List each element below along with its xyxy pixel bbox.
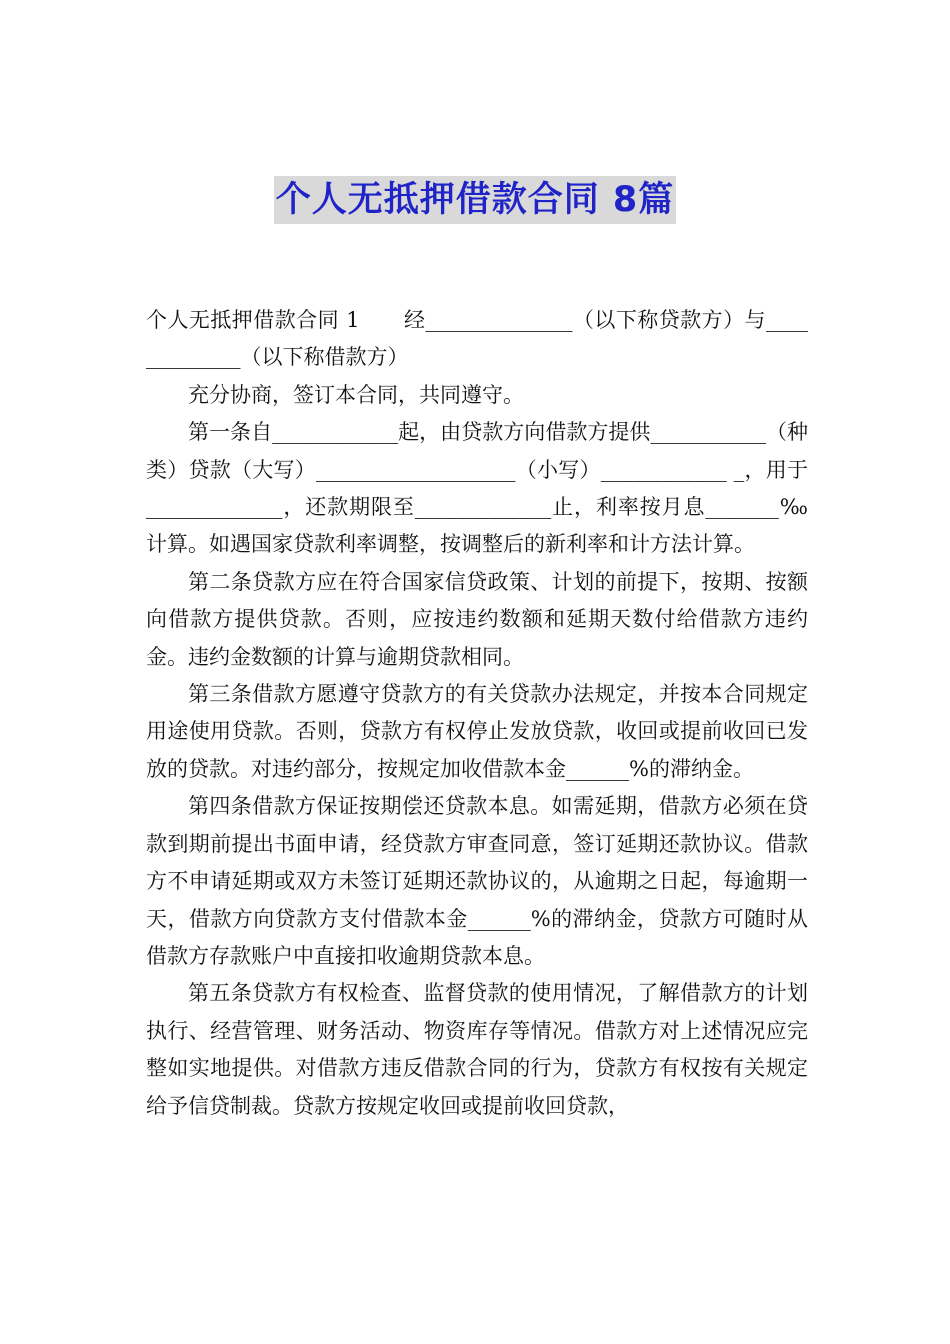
paragraph-article-3: 第三条借款方愿遵守贷款方的有关贷款办法规定，并按本合同规定用途使用贷款。否则，贷款方有权停止发放贷款，收回或提前收回已发放的贷款。对违约部分，按规定加收借款本金______%的滞纳金。 [146,682,808,781]
title-area [0,176,950,224]
document-body [146,302,808,1125]
paragraph-article-2: 第二条贷款方应在符合国家信贷政策、计划的前提下，按期、按额向借款方提供贷款。否则，应按违约数额和延期天数付给借款方违约金。违约金数额的计算与逾期贷款相同。 [146,569,808,669]
paragraph-article-4: 第四条借款方保证按期偿还贷款本息。如需延期，借款方必须在贷款到期前提出书面申请，经贷款方审查同意，签订延期还款协议。借款方不申请延期或双方未签订延期还款协议的，从逾期之日起，每逾期一天，借款方向贷款方支付借款本金______%的滞纳金，贷款方可随时从借款方存款账户中直接扣收逾期贷款本息。 [146,794,808,968]
contract-heading-line [146,302,808,377]
document-title: 个人无抵押借款合同 8篇 [274,176,677,224]
contract-number-label: 个人无抵押借款合同 1 [146,308,360,332]
paragraph-intro: 充分协商，签订本合同，共同遵守。 [188,382,524,407]
paragraph-article-5: 第五条贷款方有权检查、监督贷款的使用情况，了解借款方的计划执行、经营管理、财务活动、物资库存等情况。借款方对上述情况应完整如实地提供。对借款方违反借款合同的行为，贷款方有权按有关规定给予信贷制裁。贷款方按规定收回或提前收回贷款， [146,981,808,1118]
paragraph-article-1: 第一条自____________起，由贷款方向借款方提供___________（种类）贷款（大写）___________________（小写）____________ _，用于_____________，还款期限至_____________止，利率按月息_______‰计算。如遇国家贷款利率调整，按调整后的新利率和计方法计算。 [146,420,808,557]
contract-parties-text: 经______________（以下称贷款方）与_____________（以下称借款方） [146,308,808,370]
